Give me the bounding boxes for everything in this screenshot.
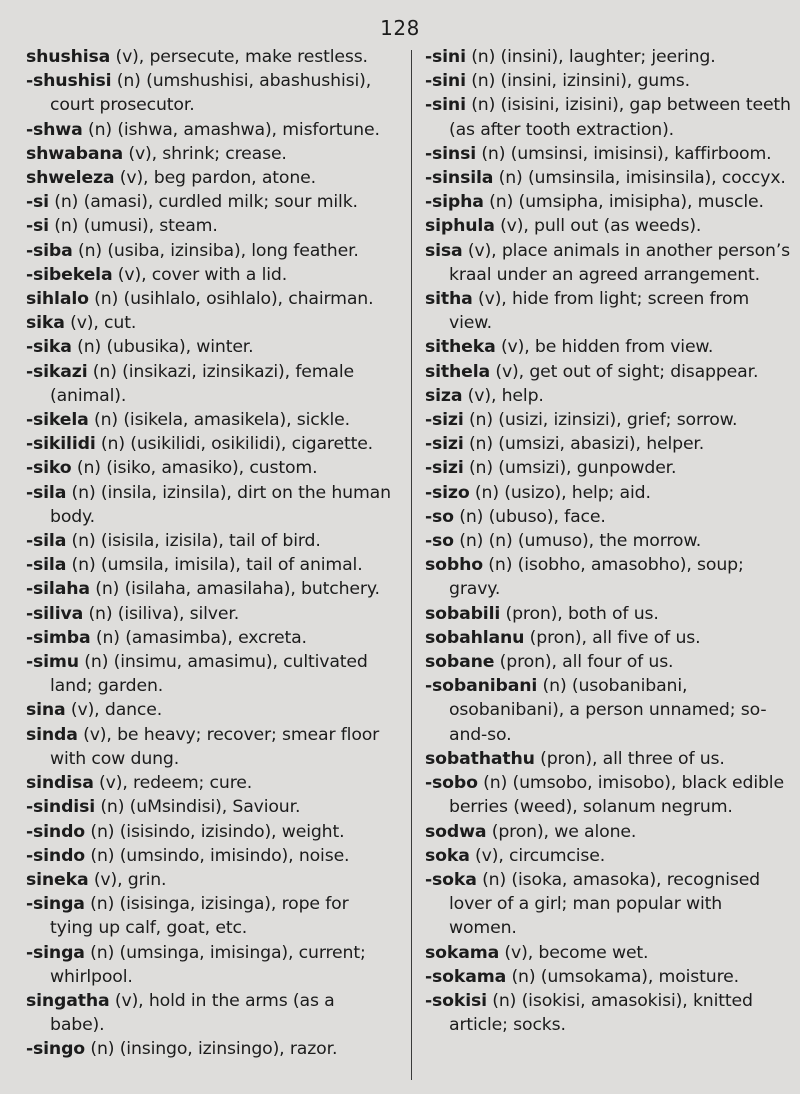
dictionary-entry bbox=[425, 384, 795, 408]
dictionary-entry bbox=[26, 190, 394, 214]
entry-definition: (pron), all five of us. bbox=[524, 627, 701, 648]
entry-definition: (n) (usiba, izinsiba), long feather. bbox=[72, 240, 359, 261]
entry-headword: -sibekela bbox=[26, 264, 113, 285]
dictionary-entry bbox=[26, 360, 394, 408]
dictionary-entry bbox=[425, 989, 795, 1037]
dictionary-entry bbox=[26, 868, 394, 892]
entry-headword: -sini bbox=[425, 47, 466, 67]
dictionary-entry bbox=[425, 432, 795, 456]
dictionary-entry bbox=[26, 723, 394, 771]
entry-definition: (n) (usihlalo, osihlalo), chairman. bbox=[88, 289, 374, 310]
dictionary-entry bbox=[425, 45, 795, 69]
dictionary-entry bbox=[26, 481, 394, 529]
dictionary-entry bbox=[425, 93, 795, 141]
entry-headword: -singa bbox=[26, 942, 85, 963]
entry-headword: -sindo bbox=[26, 845, 86, 866]
entry-definition: (n) (n) (umuso), the morrow. bbox=[453, 531, 702, 552]
entry-definition: (v), redeem; cure. bbox=[93, 773, 253, 794]
entry-headword: -sinsila bbox=[425, 168, 494, 189]
dictionary-entry bbox=[425, 868, 795, 941]
dictionary-entry bbox=[26, 1037, 394, 1061]
dictionary-entry bbox=[26, 892, 394, 940]
entry-headword: -sikela bbox=[26, 410, 89, 431]
entry-definition: (v), cover with a lid. bbox=[112, 264, 288, 285]
entry-headword: shushisa bbox=[26, 47, 111, 67]
entry-definition: (v), circumcise. bbox=[469, 845, 606, 866]
dictionary-entry bbox=[26, 553, 394, 577]
entry-headword: -sila bbox=[26, 531, 67, 552]
dictionary-entry bbox=[26, 69, 394, 117]
entry-headword: -si bbox=[26, 216, 49, 237]
dictionary-entry bbox=[425, 456, 795, 480]
dictionary-entry bbox=[425, 626, 795, 650]
entry-headword: -sikazi bbox=[26, 361, 88, 382]
entry-definition: (n) (umsobo, imisobo), black edible berries (weed), solanum negrum. bbox=[449, 773, 784, 818]
entry-definition: (v), dance. bbox=[65, 700, 163, 721]
entry-headword: -shwa bbox=[26, 119, 83, 140]
entry-definition: (n) (ubusika), winter. bbox=[71, 337, 254, 358]
entry-definition: (n) (insingo, izinsingo), razor. bbox=[85, 1039, 338, 1060]
dictionary-entry bbox=[425, 142, 795, 166]
entry-headword: sindisa bbox=[26, 773, 94, 794]
entry-headword: sitheka bbox=[425, 337, 496, 358]
entry-headword: -singo bbox=[26, 1039, 86, 1060]
entry-definition: (n) (insini, izinsini), gums. bbox=[465, 71, 690, 92]
entry-definition: (pron), all four of us. bbox=[494, 652, 674, 673]
entry-headword: sika bbox=[26, 313, 65, 334]
entry-headword: sisa bbox=[425, 240, 463, 261]
entry-definition: (n) (amasi), curdled milk; sour milk. bbox=[48, 192, 358, 213]
entry-definition: (pron), both of us. bbox=[500, 603, 659, 624]
dictionary-entry bbox=[425, 239, 795, 287]
entry-headword: -soka bbox=[425, 869, 477, 890]
entry-headword: -sizi bbox=[425, 410, 464, 431]
dictionary-entry bbox=[26, 45, 394, 69]
dictionary-entry bbox=[425, 965, 795, 989]
dictionary-entry bbox=[425, 214, 795, 238]
entry-headword: -sokama bbox=[425, 966, 507, 987]
entry-headword: -sobo bbox=[425, 773, 478, 794]
entry-definition: (n) (umsindo, imisindo), noise. bbox=[85, 845, 350, 866]
entry-definition: (n) (isoka, amasoka), recognised lover of a girl; man popular with women. bbox=[449, 869, 760, 939]
entry-headword: -shushisi bbox=[26, 71, 112, 92]
entry-headword: shwabana bbox=[26, 143, 124, 164]
entry-headword: -simba bbox=[26, 627, 91, 648]
entry-definition: (v), get out of sight; disappear. bbox=[490, 361, 759, 382]
entry-headword: -sokisi bbox=[425, 990, 487, 1011]
page-number: 128 bbox=[380, 16, 420, 40]
dictionary-entry bbox=[425, 747, 795, 771]
entry-headword: sobane bbox=[425, 652, 495, 673]
dictionary-entry bbox=[26, 142, 394, 166]
dictionary-entry bbox=[425, 553, 795, 601]
entry-headword: sobho bbox=[425, 555, 483, 576]
entry-definition: (n) (isisini, izisini), gap between teeth (as after tooth extraction). bbox=[449, 95, 791, 140]
entry-headword: -simu bbox=[26, 652, 79, 673]
dictionary-entry bbox=[425, 529, 795, 553]
entry-definition: (n) (umsizi, abasizi), helper. bbox=[463, 434, 705, 455]
entry-headword: soka bbox=[425, 845, 470, 866]
entry-headword: sina bbox=[26, 700, 66, 721]
dictionary-entry bbox=[425, 360, 795, 384]
dictionary-entry bbox=[425, 69, 795, 93]
entry-definition: (n) (isokisi, amasokisi), knitted article; socks. bbox=[449, 990, 753, 1036]
entry-headword: -sizi bbox=[425, 434, 464, 455]
dictionary-entry bbox=[425, 408, 795, 432]
entry-headword: -siliva bbox=[26, 603, 84, 624]
entry-headword: sithela bbox=[425, 361, 491, 382]
dictionary-entry bbox=[26, 408, 394, 432]
entry-definition: (n) (usizi, izinsizi), grief; sorrow. bbox=[463, 410, 738, 431]
entry-definition: (n) (isiko, amasiko), custom. bbox=[71, 458, 318, 479]
dictionary-entry bbox=[26, 795, 394, 819]
entry-definition: (v), grin. bbox=[88, 869, 167, 890]
dictionary-entry bbox=[425, 481, 795, 505]
entry-headword: -sobanibani bbox=[425, 676, 538, 697]
dictionary-entry bbox=[425, 820, 795, 844]
entry-definition: (v), be hidden from view. bbox=[495, 337, 714, 358]
entry-definition: (pron), we alone. bbox=[486, 821, 637, 842]
entry-definition: (n) (usobanibani, osobanibani), a person unnamed; so-and-so. bbox=[449, 676, 767, 745]
entry-definition: (v), become wet. bbox=[499, 942, 649, 963]
entry-definition: (n) (isisindo, izisindo), weight. bbox=[85, 821, 345, 842]
entry-definition: (n) (amasimba), excreta. bbox=[90, 627, 307, 648]
dictionary-entry bbox=[425, 166, 795, 190]
dictionary-entry bbox=[26, 214, 394, 238]
entry-definition: (v), place animals in another person’s kraal under an agreed arrangement. bbox=[449, 240, 791, 285]
entry-definition: (n) (isiliva), silver. bbox=[83, 603, 240, 624]
entry-definition: (n) (umsinga, imisinga), current; whirlpool. bbox=[50, 942, 366, 987]
entry-headword: -sizo bbox=[425, 482, 470, 503]
entry-headword: -siko bbox=[26, 458, 72, 479]
dictionary-entry bbox=[26, 989, 394, 1037]
left-column bbox=[26, 45, 394, 1062]
entry-headword: sihlalo bbox=[26, 289, 89, 310]
dictionary-entry bbox=[425, 844, 795, 868]
entry-headword: -sizi bbox=[425, 458, 464, 479]
entry-headword: -sipha bbox=[425, 192, 484, 213]
entry-headword: -sinsi bbox=[425, 143, 476, 164]
dictionary-entry bbox=[26, 771, 394, 795]
dictionary-entry bbox=[26, 166, 394, 190]
entry-definition: (v), persecute, make restless. bbox=[110, 47, 368, 67]
dictionary-entry bbox=[26, 118, 394, 142]
entry-headword: sineka bbox=[26, 869, 89, 890]
entry-headword: -sini bbox=[425, 95, 466, 116]
entry-definition: (n) (insimu, amasimu), cultivated land; garden. bbox=[50, 652, 368, 697]
entry-definition: (v), be heavy; recover; smear floor with cow dung. bbox=[50, 724, 380, 769]
entry-headword: -sindo bbox=[26, 821, 86, 842]
dictionary-entry bbox=[26, 287, 394, 311]
entry-headword: -sindisi bbox=[26, 797, 95, 818]
entry-definition: (v), cut. bbox=[64, 313, 137, 334]
entry-definition: (n) (umsizi), gunpowder. bbox=[463, 458, 677, 479]
entry-definition: (n) (insini), laughter; jeering. bbox=[465, 47, 716, 67]
dictionary-entry bbox=[26, 844, 394, 868]
entry-definition: (n) (umshushisi, abashushisi), court prosecutor. bbox=[50, 71, 372, 116]
entry-headword: -sila bbox=[26, 555, 67, 576]
entry-headword: -si bbox=[26, 192, 49, 213]
entry-headword: sokama bbox=[425, 942, 500, 963]
entry-definition: (n) (umsinsila, imisinsila), coccyx. bbox=[493, 168, 786, 189]
entry-headword: singatha bbox=[26, 990, 110, 1011]
dictionary-entry bbox=[425, 650, 795, 674]
dictionary-entry bbox=[26, 602, 394, 626]
entry-headword: sobahlanu bbox=[425, 627, 525, 648]
dictionary-entry bbox=[26, 577, 394, 601]
entry-headword: sinda bbox=[26, 724, 78, 745]
column-divider bbox=[411, 50, 412, 1080]
entry-definition: (n) (insila, izinsila), dirt on the human body. bbox=[50, 482, 391, 527]
entry-headword: sitha bbox=[425, 289, 473, 310]
entry-headword: -sikilidi bbox=[26, 434, 96, 455]
entry-headword: -sika bbox=[26, 337, 72, 358]
entry-headword: siza bbox=[425, 385, 463, 406]
entry-definition: (n) (usizo), help; aid. bbox=[469, 482, 651, 503]
entry-definition: (n) (uMsindisi), Saviour. bbox=[95, 797, 301, 818]
dictionary-entry bbox=[26, 529, 394, 553]
dictionary-entry bbox=[26, 941, 394, 989]
entry-definition: (n) (isikela, amasikela), sickle. bbox=[88, 410, 350, 431]
entry-headword: -singa bbox=[26, 894, 85, 915]
entry-headword: -sini bbox=[425, 71, 466, 92]
dictionary-entry bbox=[425, 335, 795, 359]
right-column bbox=[425, 45, 795, 1037]
entry-headword: siphula bbox=[425, 216, 495, 237]
entry-definition: (n) (umsokama), moisture. bbox=[506, 966, 739, 987]
entry-headword: sobathathu bbox=[425, 748, 535, 769]
dictionary-entry bbox=[425, 505, 795, 529]
dictionary-entry bbox=[425, 602, 795, 626]
entry-definition: (n) (ishwa, amashwa), misfortune. bbox=[82, 119, 380, 140]
dictionary-entry bbox=[26, 626, 394, 650]
entry-definition: (v), beg pardon, atone. bbox=[114, 168, 316, 189]
dictionary-entry bbox=[26, 456, 394, 480]
entry-definition: (v), hold in the arms (as a babe). bbox=[50, 990, 335, 1036]
dictionary-entry bbox=[26, 820, 394, 844]
entry-definition: (v), help. bbox=[462, 385, 544, 406]
dictionary-entry bbox=[425, 190, 795, 214]
entry-headword: -silaha bbox=[26, 579, 90, 600]
dictionary-entry bbox=[26, 432, 394, 456]
entry-definition: (n) (isisila, izisila), tail of bird. bbox=[66, 531, 321, 552]
entry-headword: -so bbox=[425, 506, 454, 527]
entry-headword: -sila bbox=[26, 482, 67, 503]
entry-definition: (v), pull out (as weeds). bbox=[494, 216, 702, 237]
dictionary-entry bbox=[425, 771, 795, 819]
dictionary-entry bbox=[26, 239, 394, 263]
entry-definition: (n) (umsipha, imisipha), muscle. bbox=[483, 192, 764, 213]
dictionary-entry bbox=[26, 698, 394, 722]
entry-headword: shweleza bbox=[26, 168, 115, 189]
entry-definition: (n) (isisinga, izisinga), rope for tying up calf, goat, etc. bbox=[50, 894, 349, 939]
dictionary-entry bbox=[425, 941, 795, 965]
entry-definition: (n) (umsila, imisila), tail of animal. bbox=[66, 555, 363, 576]
entry-definition: (n) (insikazi, izinsikazi), female (animal). bbox=[50, 361, 354, 406]
dictionary-entry bbox=[26, 263, 394, 287]
dictionary-entry bbox=[26, 335, 394, 359]
entry-definition: (n) (usikilidi, osikilidi), cigarette. bbox=[95, 434, 374, 455]
entry-definition: (v), hide from light; screen from view. bbox=[449, 289, 750, 334]
dictionary-entry bbox=[26, 650, 394, 698]
entry-definition: (n) (umusi), steam. bbox=[48, 216, 218, 237]
entry-headword: sobabili bbox=[425, 603, 501, 624]
entry-definition: (n) (isobho, amasobho), soup; gravy. bbox=[449, 555, 744, 600]
entry-definition: (pron), all three of us. bbox=[534, 748, 725, 769]
entry-headword: -siba bbox=[26, 240, 73, 261]
entry-headword: -so bbox=[425, 531, 454, 552]
dictionary-entry bbox=[425, 674, 795, 747]
entry-headword: sodwa bbox=[425, 821, 487, 842]
entry-definition: (v), shrink; crease. bbox=[123, 143, 287, 164]
entry-definition: (n) (isilaha, amasilaha), butchery. bbox=[89, 579, 380, 600]
entry-definition: (n) (umsinsi, imisinsi), kaffirboom. bbox=[476, 143, 772, 164]
dictionary-entry bbox=[26, 311, 394, 335]
dictionary-entry bbox=[425, 287, 795, 335]
entry-definition: (n) (ubuso), face. bbox=[453, 506, 606, 527]
